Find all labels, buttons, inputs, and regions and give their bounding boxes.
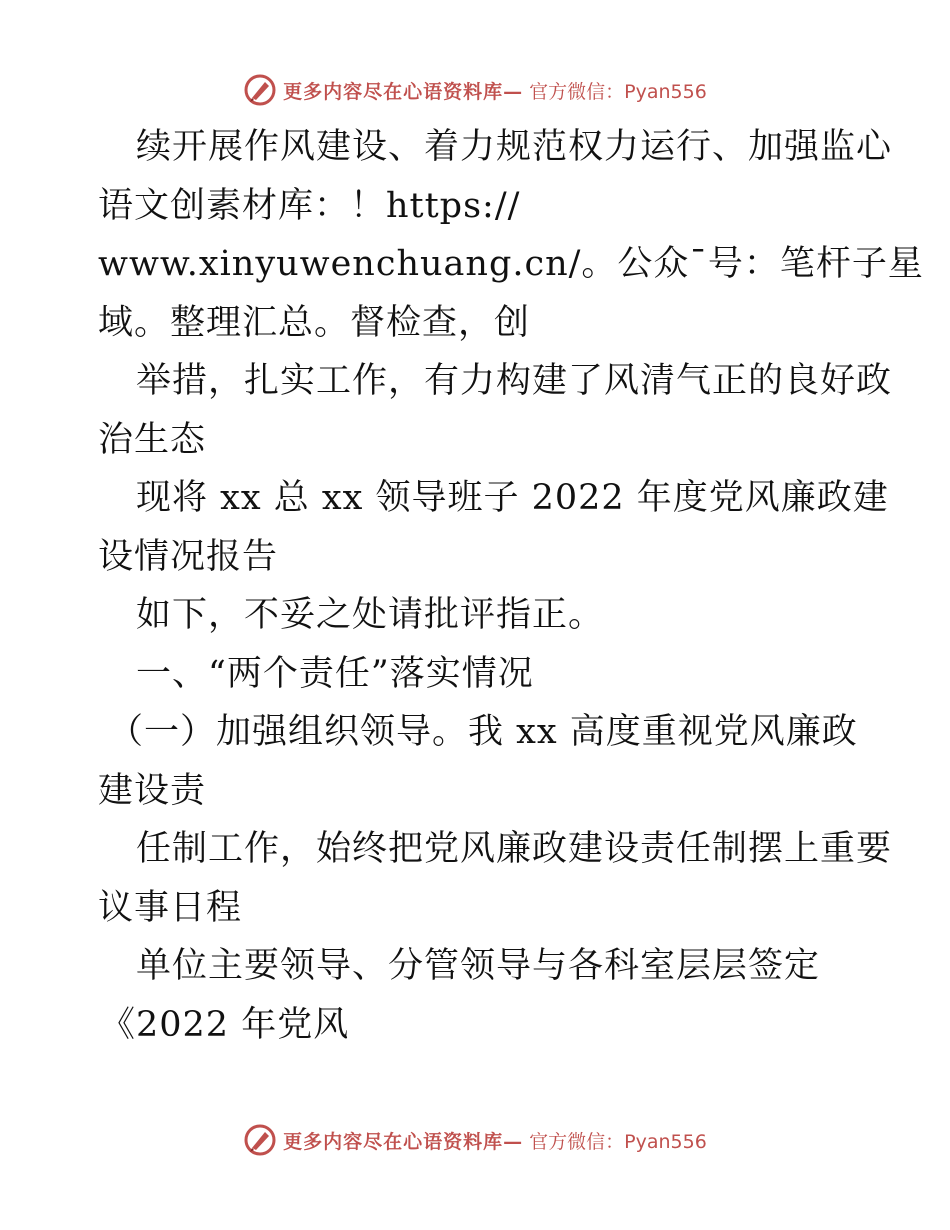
body-line: 议事日程	[98, 887, 243, 928]
header-banner-text: 更多内容尽在心语资料库—	[283, 80, 524, 103]
body-line: 《2022 年党风	[100, 1004, 350, 1045]
body-line: 治生态	[98, 419, 207, 460]
body-line: 任制工作，始终把党风廉政建设责任制摆上重要	[136, 829, 893, 869]
body-line: （一）加强组织领导。我 xx 高度重视党风廉政	[108, 712, 858, 752]
body-line: 语文创素材库：！https://	[98, 185, 521, 226]
pen-logo-icon	[243, 1123, 277, 1157]
body-line: www.xinyuwenchuang.cn/。公众¯号：笔杆子星	[98, 244, 924, 284]
body-line: 举措，扎实工作，有力构建了风清气正的良好政	[136, 361, 893, 401]
footer-banner	[0, 1120, 950, 1160]
body-line: 如下，不妥之处请批评指正。	[136, 595, 605, 635]
body-line: 单位主要领导、分管领导与各科室层层签定	[136, 946, 821, 986]
footer-banner-text: 更多内容尽在心语资料库—	[283, 1130, 524, 1153]
body-line: 设情况报告	[98, 536, 279, 577]
footer-banner-wechat: 官方微信：Pyan556	[529, 1130, 707, 1153]
body-line: 现将 xx 总 xx 领导班子 2022 年度党风廉政建	[136, 478, 889, 518]
pen-logo-icon	[243, 73, 277, 107]
header-banner-wechat: 官方微信：Pyan556	[529, 80, 707, 103]
body-line: 建设责	[98, 770, 207, 811]
body-line: 域。整理汇总。督检查，创	[98, 302, 531, 343]
section-heading: 一、“两个责任”落实情况	[136, 653, 534, 694]
document-body	[98, 118, 924, 1054]
body-line: 续开展作风建设、着力规范权力运行、加强监心	[136, 127, 893, 167]
header-banner	[0, 70, 950, 110]
